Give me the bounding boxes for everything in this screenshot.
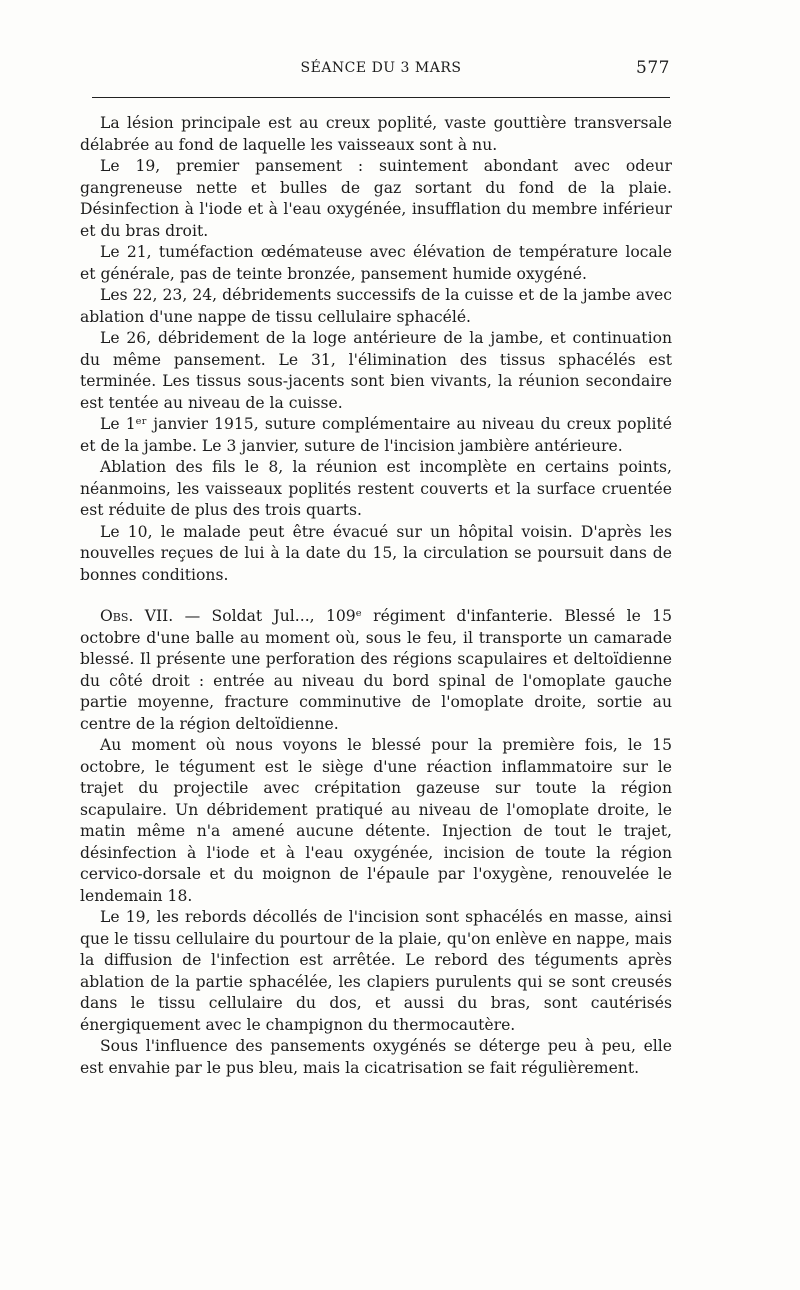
paragraph: Le 21, tuméfaction œdémateuse avec élévation de température locale et générale, pas de teinte bronzée, pansement humide oxygéné. [80, 243, 672, 283]
paragraph: Ablation des fils le 8, la réunion est incomplète en certains points, néanmoins, les vaisseaux poplités restent couverts et la surface cruentée est réduite de plus des trois quarts. [80, 458, 672, 519]
page-number: 577 [636, 58, 670, 78]
paragraph: Sous l'influence des pansements oxygénés se déterge peu à peu, elle est envahie par le pus bleu, mais la cicatrisation se fait régulièrement. [80, 1037, 672, 1077]
paragraph: Le 19, les rebords décollés de l'incision sont sphacélés en masse, ainsi que le tissu cellulaire du pourtour de la plaie, qu'on enlève en nappe, mais la diffusion de l'infection est arrêtée. Le rebord des téguments après ablation de la partie sphacélée, les clapiers purulents qui se sont creusés dans le tissu cellulaire du dos, et aussi du bras, sont cautérisés énergiquement avec le champignon du thermocautère. [80, 908, 672, 1034]
observation-label: Obs. VII. [100, 607, 174, 625]
paragraph: Le 19, premier pansement : suintement abondant avec odeur gangreneuse nette et bulles de gaz sortant du fond de la plaie. Désinfection à l'iode et à l'eau oxygénée, insufflation du membre inférieur et du bras droit. [80, 157, 672, 240]
observation-opening: — Soldat Jul..., 109ᵉ régiment d'infanterie. Blessé le 15 octobre d'une balle au moment où, sous le feu, il transporte un camarade blessé. Il présente une perforation des régions scapulaires et deltoïdienne du côté droit : entrée au niveau du bord spinal de l'omoplate gauche partie moyenne, fracture comminutive de l'omoplate droite, sortie au centre de la région deltoïdienne. [80, 607, 672, 733]
paragraph: Au moment où nous voyons le blessé pour la première fois, le 15 octobre, le tégument est le siège d'une réaction inflammatoire sur le trajet du projectile avec crépitation gazeuse sur toute la région scapulaire. Un débridement pratiqué au niveau de l'omoplate droite, le matin même n'a amené aucune détente. Injection de tout le trajet, désinfection à l'iode et à l'eau oxygénée, incision de toute la région cervico-dorsale et du moignon de l'épaule par l'oxygène, renouvelée le lendemain 18. [80, 736, 672, 905]
observation-paragraph [80, 606, 672, 735]
page-header [92, 58, 670, 82]
paragraph: La lésion principale est au creux poplité, vaste gouttière transversale délabrée au fond de laquelle les vaisseaux sont à nu. [80, 114, 672, 154]
header-rule [92, 97, 670, 98]
paragraph: Les 22, 23, 24, débridements successifs de la cuisse et de la jambe avec ablation d'une nappe de tissu cellulaire sphacélé. [80, 286, 672, 326]
paragraph: Le 1ᵉʳ janvier 1915, suture complémentaire au niveau du creux poplité et de la jambe. Le 3 janvier, suture de l'incision jambière antérieure. [80, 415, 672, 455]
paragraph: Le 10, le malade peut être évacué sur un hôpital voisin. D'après les nouvelles reçues de lui à la date du 15, la circulation se poursuit dans de bonnes conditions. [80, 522, 672, 584]
paragraph: Le 26, débridement de la loge antérieure de la jambe, et continuation du même pansement. Le 31, l'élimination des tissus sphacélés est terminée. Les tissus sous-jacents sont bien vivants, la réunion secondaire est tentée au niveau de la cuisse. [80, 329, 672, 412]
page-body [80, 113, 672, 1079]
running-title: SÉANCE DU 3 MARS [300, 60, 462, 76]
